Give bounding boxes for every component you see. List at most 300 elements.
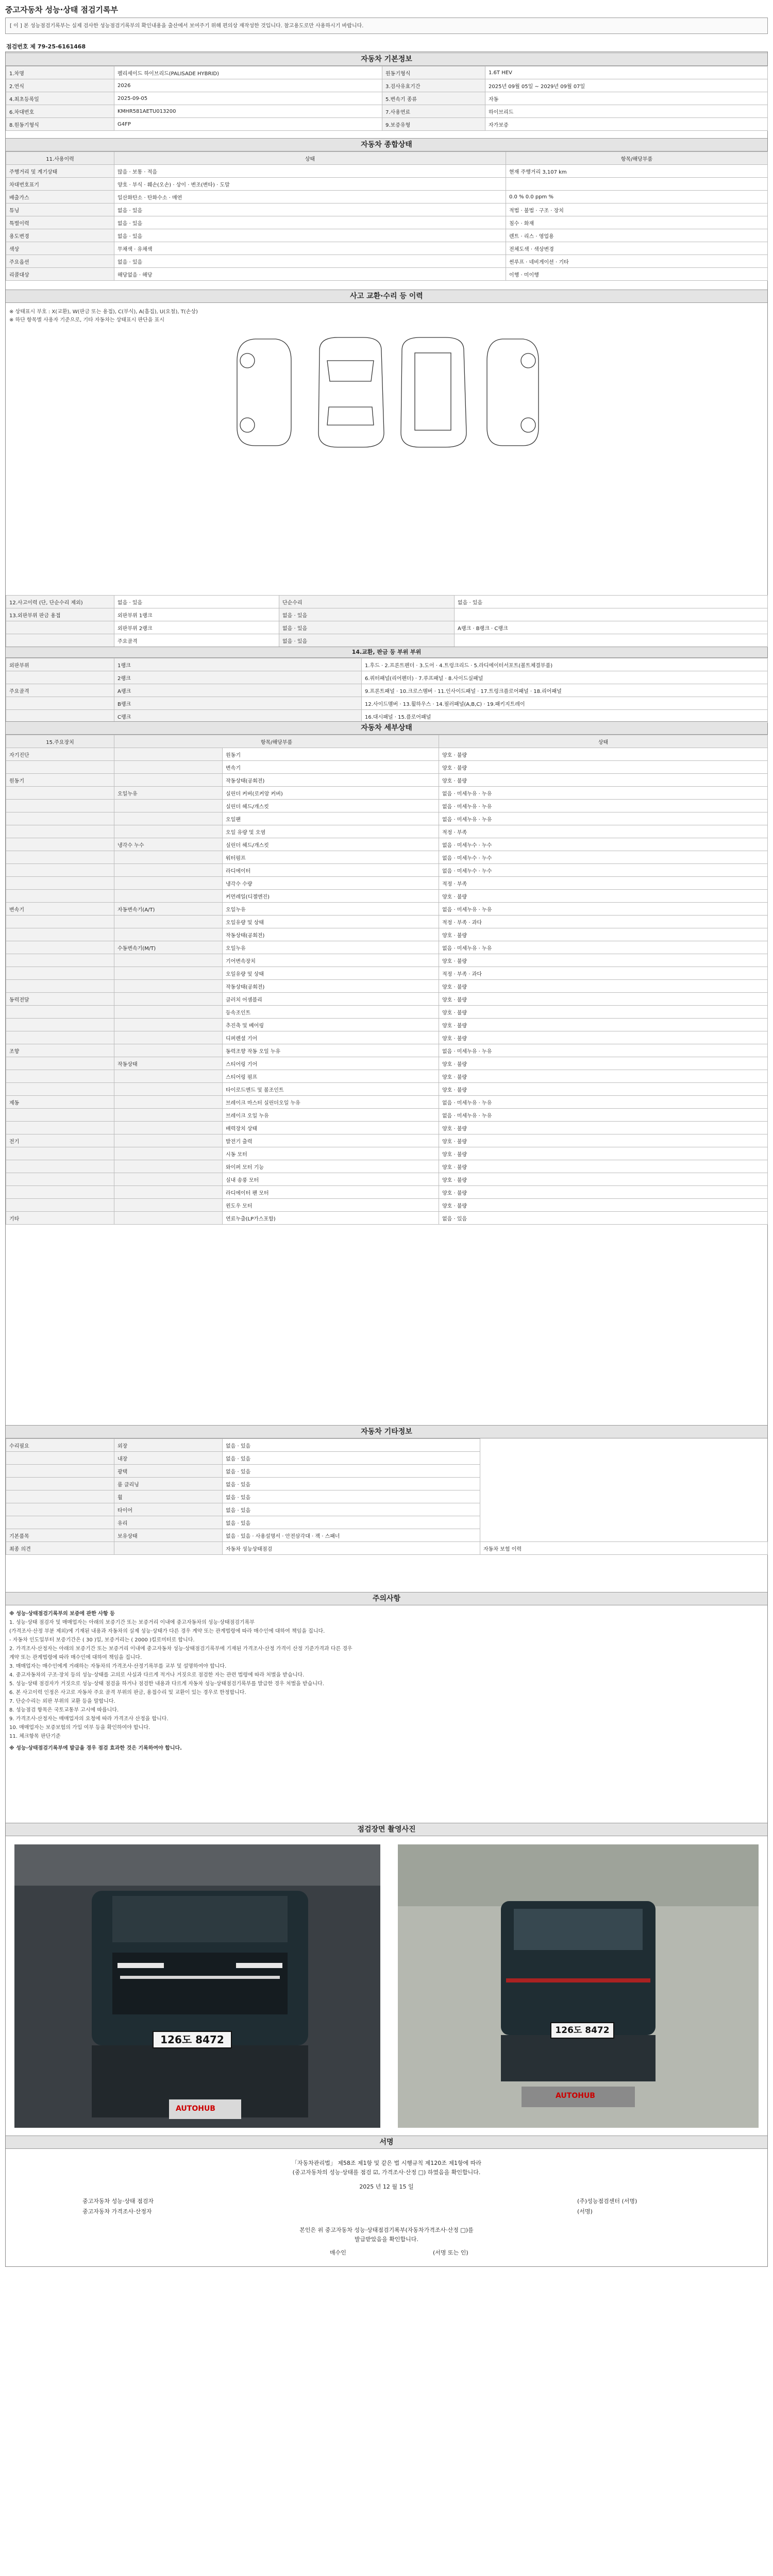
overall-header-cell: 11.사용이력 xyxy=(6,152,114,165)
overall-header-cell: 상태 xyxy=(114,152,506,165)
overall-row-value xyxy=(506,178,768,191)
receive-statement: 본인은 위 중고자동차 성능·상태점검기록부(자동차가격조사·산정 □)를 xyxy=(299,2227,474,2233)
parts-row-value: 9.프론트패널 · 10.크로스멤버 · 11.인사이드패널 · 17.트렁크플로어패널 · 18.리어패널 xyxy=(362,684,768,697)
detail-row-label: 변속기 xyxy=(6,903,114,916)
section-caution-header: 주의사항 xyxy=(6,1592,767,1605)
detail-row-value: 브레이크 마스터 실린더오일 누유 xyxy=(223,1096,439,1109)
accident-row-label: 단순수리 xyxy=(279,596,455,608)
detail-row-label xyxy=(114,993,223,1006)
parts-row-label: B랭크 xyxy=(114,697,362,710)
detail-row-label xyxy=(114,774,223,787)
detail-row-value: 오일유량 및 상태 xyxy=(223,916,439,928)
other-row xyxy=(6,1542,768,1555)
parts-row-label xyxy=(6,671,114,684)
detail-row-value: 오일 유량 및 오염 xyxy=(223,825,439,838)
detail-row-label xyxy=(114,1147,223,1160)
detail-row-label: 동력전달 xyxy=(6,993,114,1006)
detail-row-label xyxy=(114,890,223,903)
detail-row-value: 배력장치 상태 xyxy=(223,1122,439,1134)
overall-row-label: 배출가스 xyxy=(6,191,114,204)
other-info-table xyxy=(6,1438,768,1555)
detail-row-label xyxy=(6,1083,114,1096)
other-row-value: 없음 · 있음 · 사용설명서 · 안전삼각대 · 잭 · 스패너 xyxy=(223,1529,480,1542)
caution-item: 1. 성능·상태 점검자 및 매매업자는 아래의 보증기간 또는 보증거리 이내에 중고자동차의 성능·상태점검기록부 xyxy=(9,1620,255,1625)
detail-row-value: 오일유량 및 상태 xyxy=(223,967,439,980)
overall-row xyxy=(6,229,768,242)
detail-row-label xyxy=(6,761,114,774)
detail-row-label xyxy=(114,1186,223,1199)
car-top-outline xyxy=(318,337,384,447)
other-row xyxy=(6,1503,768,1516)
accident-row-value xyxy=(455,608,768,621)
basic-row-value: KMHR581AETU013200 xyxy=(114,105,382,118)
detail-row-value: 적정 · 부족 · 과다 xyxy=(439,916,768,928)
overall-row-value: 이행 · 미이행 xyxy=(506,268,768,281)
detail-row-value: 없음 · 미세누수 · 누수 xyxy=(439,864,768,877)
detail-row-label xyxy=(6,787,114,800)
other-row-value: 없음 · 있음 xyxy=(223,1478,480,1490)
parts-row-value: 16.대시패널 · 15.플로어패널 xyxy=(362,710,768,723)
detail-row-label xyxy=(114,1173,223,1186)
detail-row-value: 시동 모터 xyxy=(223,1147,439,1160)
detail-row-value: 냉각수 수량 xyxy=(223,877,439,890)
appraiser-label: 중고자동차 가격조사·산정자 xyxy=(82,2208,152,2215)
vehicle-diagram xyxy=(227,330,546,453)
overall-row xyxy=(6,191,768,204)
overall-row-value: 없음 · 있음 xyxy=(114,255,506,268)
detail-row xyxy=(6,1212,768,1225)
detail-row-value: 양호 · 불량 xyxy=(439,774,768,787)
detail-row-value: 작동상태(공회전) xyxy=(223,928,439,941)
caution-item: 10. 매매업자는 보증보험의 가입 여부 등을 확인하여야 합니다. xyxy=(9,1725,150,1731)
detail-row-value: 실린더 헤드/개스킷 xyxy=(223,838,439,851)
detail-row-label xyxy=(6,1186,114,1199)
detail-row-label xyxy=(6,890,114,903)
detail-row-label xyxy=(114,761,223,774)
section-accident-header: 사고 교환·수리 등 이력 xyxy=(6,290,767,303)
overall-row-label: 리콜대상 xyxy=(6,268,114,281)
detail-row-label: 오일누유 xyxy=(114,787,223,800)
overall-row-value: 양호 · 부식 · 훼손(오손) · 상이 · 변조(변타) · 도말 xyxy=(114,178,506,191)
basic-row-value: 자가보증 xyxy=(485,118,768,131)
accident-legend-note: ※ 하단 항목별 사용자 기준으로, 기타 자동차는 상태표시 판단을 표시 xyxy=(9,317,164,323)
rear-photo xyxy=(398,1844,759,2128)
detail-row-label xyxy=(6,1031,114,1044)
detail-row xyxy=(6,1134,768,1147)
parts-row xyxy=(6,671,768,684)
detail-header-cell: 상태 xyxy=(439,735,768,748)
parts-row xyxy=(6,697,768,710)
overall-row xyxy=(6,216,768,229)
detail-row-value: 없음 · 미세누수 · 누수 xyxy=(439,851,768,864)
detail-row-label xyxy=(6,800,114,812)
detail-row-value: 라디에이터 xyxy=(223,864,439,877)
detail-row-value: 양호 · 불량 xyxy=(439,993,768,1006)
basic-row-label: 2.연식 xyxy=(6,79,114,92)
detail-row-value: 양호 · 불량 xyxy=(439,761,768,774)
detail-row-label: 자동변속기(A/T) xyxy=(114,903,223,916)
car-frame-outline xyxy=(401,337,466,447)
parts-row-value: 1.후드 · 2.프론트펜더 · 3.도어 · 4.트렁크리드 · 5.라디에이터서포트(볼트체결부품) xyxy=(362,658,768,671)
parts-row-label: 외판부위 xyxy=(6,658,114,671)
detail-row-label xyxy=(6,1173,114,1186)
detail-row-value: 실린더 커버(로커암 커버) xyxy=(223,787,439,800)
detail-row-label xyxy=(114,864,223,877)
other-row-label xyxy=(6,1465,114,1478)
detail-row xyxy=(6,1122,768,1134)
detail-row-value: 양호 · 불량 xyxy=(439,1070,768,1083)
detail-header-row xyxy=(6,735,768,748)
detail-row-label xyxy=(114,1096,223,1109)
detail-row-value: 양호 · 불량 xyxy=(439,1186,768,1199)
document-number: 점검번호 제 79-25-6161468 xyxy=(6,43,86,50)
basic-row-label: 5.변속기 종류 xyxy=(382,92,485,105)
parts-row-label: 1랭크 xyxy=(114,658,362,671)
detail-row-value: 양호 · 불량 xyxy=(439,1122,768,1134)
caution-item: 9. 가격조사·산정자는 매매업자의 요청에 따라 가격조사 산정을 합니다. xyxy=(9,1716,169,1722)
other-row-label: 내장 xyxy=(114,1452,223,1465)
detail-row-value: 없음 · 미세누유 · 누유 xyxy=(439,787,768,800)
basic-row xyxy=(6,92,768,105)
detail-row-label xyxy=(114,1212,223,1225)
detail-row xyxy=(6,748,768,761)
overall-row-label: 주행거리 및 계기상태 xyxy=(6,165,114,178)
accident-row-value: 없음 · 있음 xyxy=(455,596,768,608)
accident-row-label: 없음 · 있음 xyxy=(279,634,455,647)
detail-row-label xyxy=(114,980,223,993)
basic-row-label: 원동기형식 xyxy=(382,66,485,79)
caution-item: 2. 가격조사·산정자는 아래의 보증기간 또는 보증거리 이내에 중고자동차 성능·상태점검기록부에 기재된 가격조사·산정 가격이 산정 기준가격과 다른 경우 xyxy=(9,1646,352,1652)
detail-row-value: 연료누출(LP가스포함) xyxy=(223,1212,439,1225)
detail-row xyxy=(6,941,768,954)
other-row xyxy=(6,1465,768,1478)
detail-row xyxy=(6,980,768,993)
car-side-right-outline xyxy=(487,339,539,446)
detail-row-label: 자기진단 xyxy=(6,748,114,761)
detail-row-label xyxy=(6,864,114,877)
overall-row-value: 현재 주행거리 3,107 km xyxy=(506,165,768,178)
front-license-plate: 126도 8472 xyxy=(153,2031,232,2048)
accident-row-label: 없음 · 있음 xyxy=(279,608,455,621)
basic-row xyxy=(6,66,768,79)
caution-item: (가격조사·산정 부분 제외)에 기재된 내용과 자동차의 실제 성능·상태가 다른 경우 계약 또는 관계법령에 따라 매수인에 대하여 책임을 집니다. xyxy=(9,1629,325,1634)
other-row-value: 없음 · 있음 xyxy=(223,1516,480,1529)
detail-row-label xyxy=(114,1134,223,1147)
accident-row-value xyxy=(455,634,768,647)
detail-row-value: 없음 · 미세누유 · 누유 xyxy=(439,1109,768,1122)
detail-row-label xyxy=(6,967,114,980)
detail-row-value: 브레이크 오일 누유 xyxy=(223,1109,439,1122)
accident-row-label xyxy=(6,634,114,647)
overall-row-value: 일산화탄소 · 탄화수소 · 매연 xyxy=(114,191,506,204)
overall-row xyxy=(6,165,768,178)
overall-row-label: 차대번호표기 xyxy=(6,178,114,191)
detail-row-label xyxy=(114,877,223,890)
detail-row-label xyxy=(114,1160,223,1173)
detail-row-value: 동력조향 작동 오일 누유 xyxy=(223,1044,439,1057)
notice-banner: [ 이 ] 본 성능점검기록부는 실제 검사한 성능점검기록부의 확인내용을 출산에서 보여주기 위해 편의상 재작성한 것입니다. 참고용도로만 사용하시기 바랍니다. xyxy=(5,18,768,34)
overall-row-value: 썬루프 · 네비게이션 · 기타 xyxy=(506,255,768,268)
section-basic-header: 자동차 기본정보 xyxy=(6,53,767,66)
detail-status-table xyxy=(6,735,768,1225)
parts-row-label: C랭크 xyxy=(114,710,362,723)
other-row xyxy=(6,1439,768,1452)
detail-row-label xyxy=(114,825,223,838)
wheel-rear-right-icon xyxy=(521,418,535,432)
section-overall-header: 자동차 종합상태 xyxy=(6,138,767,151)
detail-row xyxy=(6,890,768,903)
overall-row-value: 없음 · 있음 xyxy=(114,204,506,216)
detail-row-value: 윈도우 모터 xyxy=(223,1199,439,1212)
detail-row-label xyxy=(114,1006,223,1019)
detail-row-value: 타이로드엔드 및 볼조인트 xyxy=(223,1083,439,1096)
other-row-value: 없음 · 있음 xyxy=(223,1452,480,1465)
overall-row xyxy=(6,255,768,268)
detail-row-label xyxy=(6,1006,114,1019)
detail-row-label xyxy=(6,980,114,993)
parts-subheader: 14.교환, 판금 등 부위 부위 xyxy=(6,647,767,658)
caution-item: 8. 성능점검 항목은 국토교통부 고시에 따릅니다. xyxy=(9,1707,119,1713)
basic-row-value: 2025년 09월 05일 ~ 2029년 09월 07일 xyxy=(485,79,768,92)
detail-row-value: 적정 · 부족 · 과다 xyxy=(439,967,768,980)
other-row-label: 타이어 xyxy=(114,1503,223,1516)
detail-row xyxy=(6,1019,768,1031)
detail-row xyxy=(6,1083,768,1096)
basic-row xyxy=(6,79,768,92)
overall-row xyxy=(6,242,768,255)
detail-row xyxy=(6,864,768,877)
overall-row-value: 많음 · 보통 · 적음 xyxy=(114,165,506,178)
detail-row xyxy=(6,787,768,800)
other-row xyxy=(6,1529,768,1542)
accident-row-label xyxy=(6,621,114,634)
detail-row-value: 양호 · 불량 xyxy=(439,890,768,903)
other-row-label: 휠 xyxy=(114,1490,223,1503)
caution-item: 5. 성능·상태 점검자가 거짓으로 성능·상태 점검을 하거나 점검한 내용과 다르게 자동차 성능·상태점검기록부를 발급한 경우 처벌을 받습니다. xyxy=(9,1681,324,1687)
detail-row-value: 양호 · 불량 xyxy=(439,1019,768,1031)
overall-row-label: 튜닝 xyxy=(6,204,114,216)
basic-row-label: 3.검사유효기간 xyxy=(382,79,485,92)
detail-row xyxy=(6,1109,768,1122)
detail-row-value: 커먼레일(디젤엔진) xyxy=(223,890,439,903)
detail-row-label xyxy=(114,1109,223,1122)
detail-row xyxy=(6,1173,768,1186)
detail-row-label xyxy=(6,851,114,864)
basic-row xyxy=(6,118,768,131)
basic-row-label: 9.보증유형 xyxy=(382,118,485,131)
accident-row-value: 외판부위 1랭크 xyxy=(114,608,279,621)
detail-row-value: 라디에이터 팬 모터 xyxy=(223,1186,439,1199)
detail-row-value: 양호 · 불량 xyxy=(439,928,768,941)
detail-row-value: 양호 · 불량 xyxy=(439,980,768,993)
detail-row xyxy=(6,1147,768,1160)
detail-row-value: 양호 · 불량 xyxy=(439,1006,768,1019)
detail-row-value: 양호 · 불량 xyxy=(439,1134,768,1147)
detail-row-value: 추진축 및 베어링 xyxy=(223,1019,439,1031)
detail-row xyxy=(6,1186,768,1199)
accident-row-label: 13.외판부위 판금 용접 xyxy=(6,608,114,621)
other-row-label xyxy=(6,1516,114,1529)
detail-row-label xyxy=(114,800,223,812)
other-row xyxy=(6,1516,768,1529)
caution-item: 7. 단순수리는 외판 부위의 교환 등을 말합니다. xyxy=(9,1699,115,1704)
other-row-value: 없음 · 있음 xyxy=(223,1439,480,1452)
wheel-rear-left-icon xyxy=(240,418,255,432)
parts-row-value: 6.쿼터패널(리어펜더) · 7.루프패널 · 8.사이드실패널 xyxy=(362,671,768,684)
overall-row-value: 침수 · 화재 xyxy=(506,216,768,229)
accident-row-value: 외판부위 2랭크 xyxy=(114,621,279,634)
detail-row-value: 클러치 어셈블리 xyxy=(223,993,439,1006)
detail-row-value: 양호 · 불량 xyxy=(439,1173,768,1186)
detail-row-value: 양호 · 불량 xyxy=(439,1160,768,1173)
other-row-value: 자동차 보험 이력 xyxy=(480,1542,768,1555)
overall-row xyxy=(6,178,768,191)
detail-row-value: 없음 · 미세누유 · 누유 xyxy=(439,903,768,916)
basic-row-label: 4.최초등록일 xyxy=(6,92,114,105)
detail-row-label xyxy=(114,1031,223,1044)
front-photo xyxy=(14,1844,380,2128)
basic-info-table xyxy=(6,66,768,131)
basic-row-value: 자동 xyxy=(485,92,768,105)
caution-footer: ※ 성능·상태점검기록부에 발급을 경우 점검 효과한 것은 기록하여야 합니다. xyxy=(9,1745,182,1751)
detail-row-label: 냉각수 누수 xyxy=(114,838,223,851)
basic-row-value: 2025-09-05 xyxy=(114,92,382,105)
detail-row-label: 원동기 xyxy=(6,774,114,787)
detail-row-label xyxy=(6,838,114,851)
accident-row xyxy=(6,608,768,621)
detail-row xyxy=(6,838,768,851)
other-row-label: 최종 의견 xyxy=(6,1542,114,1555)
detail-row-label xyxy=(114,1122,223,1134)
detail-row-value: 기어변속장치 xyxy=(223,954,439,967)
detail-row-label xyxy=(6,954,114,967)
parts-row-label: 2랭크 xyxy=(114,671,362,684)
parts-table xyxy=(6,658,768,723)
detail-row-value: 없음 · 미세누수 · 누수 xyxy=(439,838,768,851)
basic-row-value: G4FP xyxy=(114,118,382,131)
section-photo-header: 점검장면 촬영사진 xyxy=(6,1823,767,1836)
detail-row xyxy=(6,1160,768,1173)
detail-row-value: 양호 · 불량 xyxy=(439,1031,768,1044)
detail-row-value: 오일팬 xyxy=(223,812,439,825)
detail-row-label xyxy=(114,1044,223,1057)
detail-row-label xyxy=(6,941,114,954)
appraiser-value: (서명) xyxy=(577,2208,593,2215)
other-row-label: 보유상태 xyxy=(114,1529,223,1542)
detail-row xyxy=(6,954,768,967)
inspector-value: (주)성능점검센터 (서명) xyxy=(577,2198,637,2205)
other-row-label: 유리 xyxy=(114,1516,223,1529)
overall-row-label: 주요옵션 xyxy=(6,255,114,268)
detail-row-value: 등속조인트 xyxy=(223,1006,439,1019)
detail-row-label: 기타 xyxy=(6,1212,114,1225)
receive-statement-2: 발급받았음을 확인합니다. xyxy=(355,2236,418,2243)
detail-row-value: 작동상태(공회전) xyxy=(223,980,439,993)
detail-row-value: 없음 · 미세누유 · 누유 xyxy=(439,800,768,812)
detail-row-value: 양호 · 불량 xyxy=(439,1057,768,1070)
buyer-sign: (서명 또는 인) xyxy=(433,2249,468,2256)
caution-item: 계약 또는 관계법령에 따라 매수인에 대하여 책임을 집니다. xyxy=(9,1655,142,1660)
detail-row-label xyxy=(6,1147,114,1160)
parts-row-label xyxy=(6,697,114,710)
parts-row-value: 12.사이드멤버 · 13.휠하우스 · 14.필러패널(A,B,C) · 19.패키지트레이 xyxy=(362,697,768,710)
other-row-label: 기본품목 xyxy=(6,1529,114,1542)
detail-row-value: 변속기 xyxy=(223,761,439,774)
detail-row-value: 작동상태(공회전) xyxy=(223,774,439,787)
parts-row-label: 주요골격 xyxy=(6,684,114,697)
caution-text xyxy=(9,1609,762,1753)
detail-row xyxy=(6,967,768,980)
other-row-label xyxy=(6,1503,114,1516)
overall-row-label: 용도변경 xyxy=(6,229,114,242)
parts-row-label: A랭크 xyxy=(114,684,362,697)
detail-row-value: 양호 · 불량 xyxy=(439,954,768,967)
other-row-label: 수리필요 xyxy=(6,1439,114,1452)
detail-row xyxy=(6,1044,768,1057)
detail-row xyxy=(6,761,768,774)
other-row-value: 자동차 성능상태점검 xyxy=(223,1542,480,1555)
detail-row-value: 양호 · 불량 xyxy=(439,748,768,761)
detail-row-value: 없음 · 미세누유 · 누유 xyxy=(439,1096,768,1109)
detail-row-value: 없음 · 미세누유 · 누유 xyxy=(439,941,768,954)
detail-row-label xyxy=(6,1160,114,1173)
wheel-front-left-icon xyxy=(240,353,255,368)
basic-row-value: 1.6T HEV xyxy=(485,66,768,79)
basic-row-label: 7.사용연료 xyxy=(382,105,485,118)
detail-row xyxy=(6,851,768,864)
overall-header-row xyxy=(6,152,768,165)
detail-row-label xyxy=(6,1070,114,1083)
caution-item: 6. 본 사고이력 인정은 사고로 자동차 주요 골격 부위의 판금, 용접수리 및 교환이 있는 경우로 한정합니다. xyxy=(9,1690,246,1696)
detail-row-label xyxy=(114,851,223,864)
detail-row-value: 양호 · 불량 xyxy=(439,1083,768,1096)
accident-legend: ※ 상태표시 부호 : X(교환), W(판금 또는 용접), C(부식), A(흠집), U(요철), T(손상) xyxy=(9,309,198,315)
other-row-value: 없음 · 있음 xyxy=(223,1503,480,1516)
detail-row-label xyxy=(6,1057,114,1070)
other-row-label xyxy=(114,1542,223,1555)
detail-row-label: 작동상태 xyxy=(114,1057,223,1070)
accident-row-value: 주요골격 xyxy=(114,634,279,647)
basic-row-label: 8.원동기형식 xyxy=(6,118,114,131)
overall-header-cell: 항목/해당부품 xyxy=(506,152,768,165)
detail-row-label xyxy=(114,1019,223,1031)
car-side-left-outline xyxy=(237,339,291,446)
overall-status-table xyxy=(6,151,768,281)
overall-row-value: 없음 · 있음 xyxy=(114,229,506,242)
accident-row xyxy=(6,621,768,634)
basic-row-label: 1.차명 xyxy=(6,66,114,79)
detail-row xyxy=(6,928,768,941)
detail-row xyxy=(6,812,768,825)
detail-row-label xyxy=(6,916,114,928)
other-row xyxy=(6,1452,768,1465)
detail-row-value: 없음 · 미세누유 · 누유 xyxy=(439,812,768,825)
detail-row-value: 스티어링 기어 xyxy=(223,1057,439,1070)
inspector-label: 중고자동차 성능·상태 점검자 xyxy=(82,2198,154,2205)
detail-row-label xyxy=(6,1019,114,1031)
overall-row-value: 무채색 · 유채색 xyxy=(114,242,506,255)
detail-row xyxy=(6,800,768,812)
detail-row-value: 스티어링 펌프 xyxy=(223,1070,439,1083)
buyer-label: 매수인 xyxy=(330,2249,346,2256)
detail-row-label: 제동 xyxy=(6,1096,114,1109)
other-row-label xyxy=(6,1452,114,1465)
detail-row-value: 디퍼렌셜 기어 xyxy=(223,1031,439,1044)
sign-statement-1: 「자동차관리법」 제58조 제1항 및 같은 법 시행규칙 제120조 제1항에 따라 xyxy=(291,2160,482,2166)
basic-row xyxy=(6,105,768,118)
detail-row-value: 양호 · 불량 xyxy=(439,1199,768,1212)
detail-row-value: 와이퍼 모터 기능 xyxy=(223,1160,439,1173)
